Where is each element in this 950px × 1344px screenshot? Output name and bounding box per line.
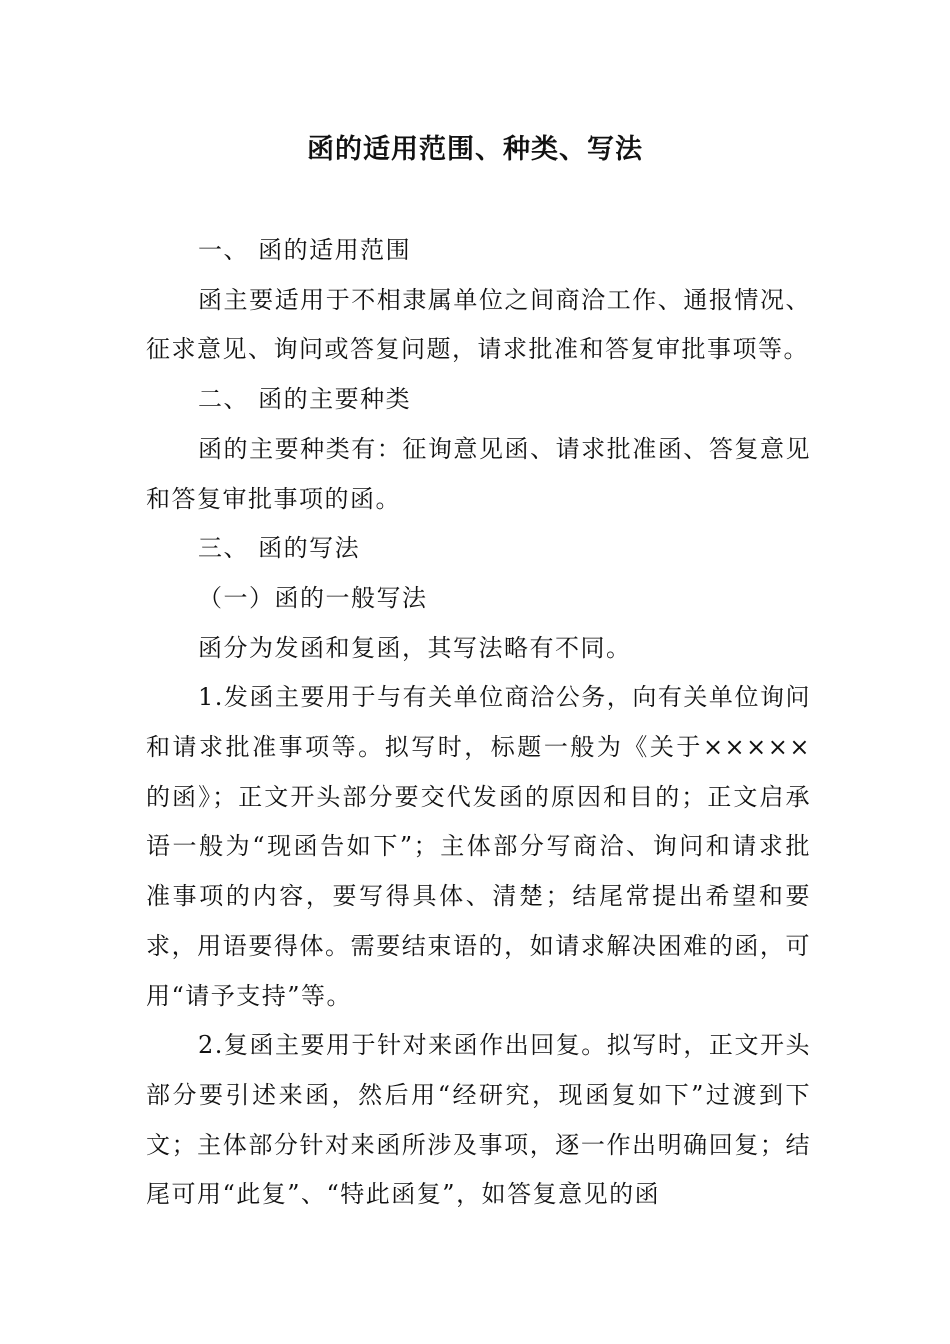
paragraph-scope: 函主要适用于不相隶属单位之间商洽工作、通报情况、征求意见、询问或答复问题，请求批准和答复审批事项等。	[146, 285, 811, 364]
paragraph-outgoing-letter: 1.发函主要用于与有关单位商洽公务，向有关单位询问和请求批准事项等。拟写时，标题一般为《关于×××××的函》；正文开头部分要交代发函的原因和目的；正文启承语一般为“现函告如下”；主体部分写商洽、询问和请求批准事项的内容，要写得具体、清楚；结尾常提出希望和要求，用语要得体。需要结束语的，如请求解决困难的函，可用“请予支持”等。	[146, 683, 811, 1010]
document-title: 函的适用范围、种类、写法	[307, 134, 643, 165]
document-body	[146, 226, 811, 1220]
section-heading-types: 二、 函的主要种类	[198, 385, 412, 414]
paragraph-types: 函的主要种类有：征询意见函、请求批准函、答复意见和答复审批事项的函。	[146, 434, 811, 513]
section-heading-writing: 三、 函的写法	[198, 534, 361, 563]
subsection-heading-general: （一）函的一般写法	[198, 583, 428, 612]
section-heading-scope: 一、 函的适用范围	[198, 236, 412, 264]
paragraph-overview: 函分为发函和复函，其写法略有不同。	[198, 633, 632, 662]
paragraph-reply-letter: 2.复函主要用于针对来函作出回复。拟写时，正文开头部分要引述来函，然后用“经研究，现函复如下”过渡到下文；主体部分针对来函所涉及事项，逐一作出明确回复；结尾可用“此复”、“特此函复”，如答复意见的函	[146, 1031, 811, 1209]
